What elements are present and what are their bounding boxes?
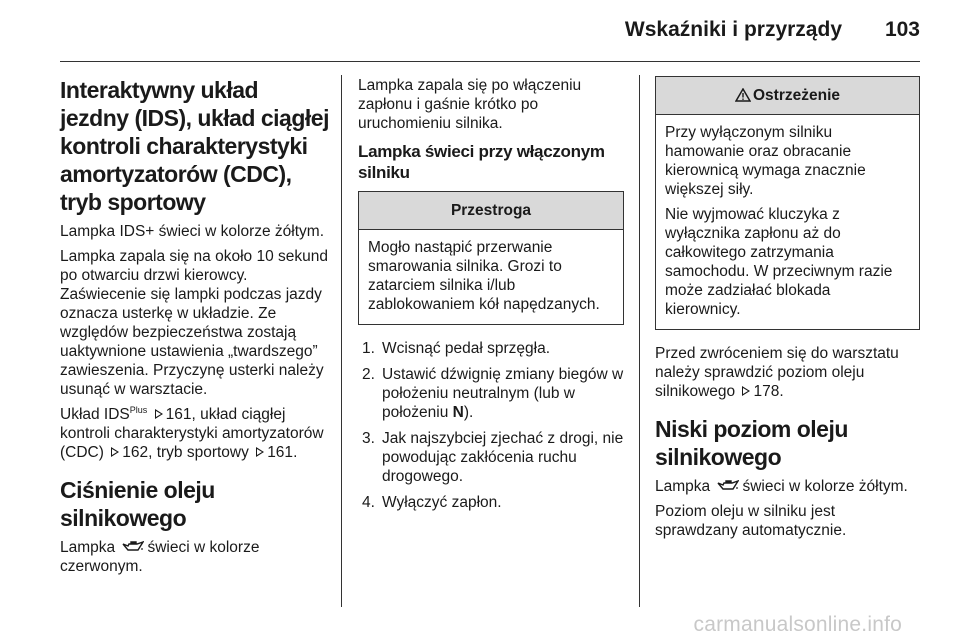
reference-arrow-icon	[742, 386, 750, 396]
lamp-start-paragraph: Lampka zapala się po włączeniu zapłonu i gaśnie krótko po uruchomieniu silnika.	[358, 77, 582, 132]
warning-title: Ostrzeżenie	[752, 87, 840, 104]
header-divider	[60, 61, 920, 62]
low-oil-paragraph-1: Lampka świeci w kolorze żółtym.	[655, 478, 908, 495]
page-reference[interactable]: 178	[753, 383, 780, 400]
page-number: 103	[884, 18, 920, 41]
list-item: 4. Wyłączyć zapłon.	[362, 494, 502, 511]
page-reference[interactable]: 161	[267, 444, 294, 461]
section-title: Wskaźniki i przyrządy	[624, 18, 842, 41]
ids-paragraph-1: Lampka IDS+ świeci w kolorze żółtym.	[60, 223, 325, 240]
low-oil-paragraph-2: Poziom oleju w silniku jest sprawdzany automatycznie.	[655, 503, 847, 539]
page-reference[interactable]: 162	[122, 444, 149, 461]
oil-can-icon	[122, 541, 144, 553]
oil-pressure-paragraph: Lampka świeci w kolorze czerwonym.	[60, 539, 260, 575]
ids-paragraph-3: Układ $IDS^{Plus}$ 161, układ ciągłej kontroli charakterystyki amortyzatorów (CDC) 162, tryb sportowy 161.	[60, 404, 324, 461]
warning-box	[655, 76, 920, 330]
list-item: 3. Jak najszybciej zjechać z drogi, nie powodując zakłócenia ruchu drogowego.	[362, 430, 624, 485]
warning-text-2: Nie wyjmować kluczyka z wyłącznika zapłonu aż do całkowitego zatrzymania samochodu. W przeciwnym razie może zadziałać blokada kierownicy.	[665, 206, 893, 318]
warning-triangle-icon	[735, 88, 751, 102]
warning-header	[656, 77, 919, 115]
list-item: 2. Ustawić dźwignię zmiany biegów w położeniu neutralnym (lub w położeniu N).	[362, 366, 624, 421]
oil-can-icon	[717, 480, 739, 492]
caution-title: Przestroga	[359, 192, 623, 230]
reference-arrow-icon	[256, 447, 264, 457]
plus-superscript: Plus	[129, 404, 148, 415]
reference-arrow-icon	[111, 447, 119, 457]
ids-cdc-heading: Interaktywny układ jezdny (IDS), układ ciągłej kontroli charakterystyki amortyzatorów (CDC), tryb sportowy	[60, 77, 329, 215]
lamp-running-heading: Lampka świeci przy włączonym silniku	[358, 142, 605, 182]
left-column	[60, 76, 332, 582]
column-divider-left	[341, 75, 342, 607]
middle-column	[358, 76, 624, 519]
page-header	[0, 0, 960, 62]
steps-list	[358, 339, 624, 512]
ids-paragraph-2: Lampka zapala się na około 10 sekund po otwarciu drzwi kierowcy. Zaświecenie się lampki podczas jazdy oznacza usterkę w układzie. Ze względów bezpieczeństwa zostają uaktywnione ustawienia „twardszego” zawieszenia. Przyczynę usterki należy usunąć w warsztacie.	[60, 248, 328, 398]
list-item: 1. Wcisnąć pedał sprzęgła.	[362, 340, 550, 357]
oil-pressure-heading: Ciśnienie oleju silnikowego	[60, 477, 215, 531]
caution-box	[358, 191, 624, 325]
caution-text: Mogło nastąpić przerwanie smarowania silnika. Grozi to zatarciem silnika i/lub zablokowaniem kół napędzanych.	[368, 239, 600, 313]
check-oil-paragraph: Przed zwróceniem się do warsztatu należy sprawdzić poziom oleju silnikowego 178.	[655, 345, 899, 400]
reference-arrow-icon	[155, 409, 163, 419]
low-oil-heading: Niski poziom oleju silnikowego	[655, 416, 848, 470]
watermark: carmanualsonline.info	[693, 613, 902, 636]
column-divider-right	[639, 75, 640, 607]
right-column	[655, 76, 920, 546]
page-reference[interactable]: 161	[165, 406, 192, 423]
warning-text-1: Przy wyłączonym silniku hamowanie oraz obracanie kierownicą wymaga znacznie większej siły.	[665, 124, 866, 198]
